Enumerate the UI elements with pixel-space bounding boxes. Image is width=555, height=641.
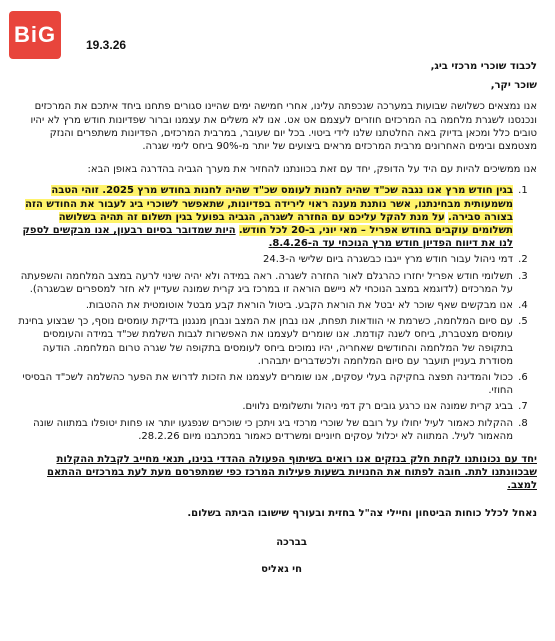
list-item: 2. דמי ניהול עבור חודש מרץ ייגבו כבשגרה ביום שלישי ה-24.3 bbox=[16, 253, 515, 266]
wishes-line: נאחל לכלל כוחות הביטחון וחיילי צה"ל בחזית ובעורף שישובו הביתה בשלום. bbox=[187, 507, 537, 519]
item1-part3: היות שמדובר בסיום רבעון, אנו מבקשים לספק לנו את דיווח הפדיון חודש מרץ הנוכחי עד ה-8.4.26. bbox=[22, 225, 513, 250]
big-logo: BiG bbox=[9, 11, 61, 59]
cooperation-paragraph: יחד עם נכונותנו לקחת חלק בנזקים אנו רואים בשיתוף הפעולה ההדדי בנינו, תנאי מחייב לקבלת ההקלות שבכוונתנו לתת. חובה לפתוח את החנויות בשעות פעילות המרכז כפי שמתפרסם מעת לעת במרכזים ההתאם למצב. bbox=[47, 454, 537, 492]
list-item: 5. עם סיום המלחמה, כשרמת אי הוודאות תפחת, אנו נבחן את המצב ונבחן מנגנון בדיקת עומסים נוסף, כך שבצוע בחינת עומסים מצטברת, ביחס לשנה קודמת. אנו שומרים לעצמנו את האפשרות לגבות השלמת שכ"ד במידה והעומסים בתקופה של המלחמה והחודשים שאחריה, יהיו נמוכים ביחס לעומסים בתקופה של שגרה טרום המלחמה. הודעה מסודרת בעניין תועבר עם סיום המלחמה ולכשדברים יתבהרו. bbox=[16, 315, 515, 368]
item1-part1: בגין חודש מרץ אנו נגבה שכ"ד שהיה לחנות לעומס שכ"ד שהיה לחנות בחודש מרץ 2025. זוהי הטבה משמעותית מבחינתנו, אשר נותנת מענה ראוי לירידה בפדיונות, שתאפשר לשוכרי ביג לעבור את החודש הזה בצורה סבירה. bbox=[25, 185, 513, 223]
list-item: 6. ככול והמדינה תפצה בחקיקה בעלי עסקים, אנו שומרים לעצמנו את הזכות לדרוש את הפער כהשלמה לשכ"ד הבסיסי החוזי. bbox=[16, 371, 515, 397]
salutation: שוכר יקר, bbox=[490, 80, 537, 92]
item1-part2: על מנת להקל עליכם עם החזרה לשגרה, הגביה בפועל בגין תשלום זה תהיה בשלושה תשלומים עוקבים בחודש אפריל – מאי יוני, ב-20 לכל חודש. bbox=[58, 211, 513, 237]
list-item: 3. תשלומי חודש אפריל יחזרו כהרגלם לאור החזרה לשגרה. ראה במידה ולא יהיה שינוי לרעה במצב המלחמה והשפעתה על המרכזים (לדוגמא במצב הנוכחי לא ניישם הוראה זו במרכז ביג קרית שמונה שעדיין לא חזר למספרים שבשגרה). bbox=[16, 270, 515, 296]
list-item bbox=[16, 184, 515, 250]
list-item: 8. ההקלות כאמור לעיל יחולו על רובם של שוכרי מרכזי ביג ויתכן כי שוכרים שנפגעו יותר או פחות יטופלו במתווה שונה מהאמור לעיל. המתווה לא יכלול עסקים חיוניים ומשרדים כאמור במכתבנו מיום 28.2.26. bbox=[16, 417, 515, 443]
signature-name: חי גאליס bbox=[261, 564, 302, 576]
greeting: לכבוד שוכרי מרכזי ביג, bbox=[430, 61, 537, 72]
list-item: 4. אנו מבקשים שאף שוכר לא יבטל את הוראת הקבע. ביטול הוראת קבע מבטל אוטומטית את ההטבות. bbox=[16, 299, 515, 312]
letter-body bbox=[16, 56, 537, 576]
list-item: 7. בביג קרית שמונה אנו כרגע גובים רק דמי ניהול ותשלומים נלווים. bbox=[16, 400, 515, 413]
letter-date: 19.3.26 bbox=[86, 38, 127, 52]
regards: בברכה bbox=[276, 536, 307, 548]
terms-list bbox=[16, 184, 537, 443]
intro-paragraph: אנו נמצאים כשלושה שבועות במערכה שנכפתה עלינו, אחרי חמישה ימים שהיינו סגורים פתחנו ביחד איתכם את המרכזים ונכנסנו לשגרת מלחמה בה המרכזים חוזרים לעצמם אט אט. אנו לא משלים את עצמנו וברור שפדיונות חודש מרץ לא יהיו טובים כלל ומכאן בדיוק באה החלטתנו שלנו לידי ביטוי. בכל יום שעובר, במרבית המרכזים, הפדיונות משתפרים והנזק מצטמצם ובימים האחרונים מרבית המרכזים מראים ביצועים של יותר מ-90% ביחס לימי שגרה. bbox=[30, 101, 537, 153]
continue-paragraph: אנו ממשיכים להיות עם היד על הדופק, יחד עם זאת בכוונתנו להחזיר את מערך הגביה בהדרגה באופן הבא: bbox=[87, 164, 537, 176]
